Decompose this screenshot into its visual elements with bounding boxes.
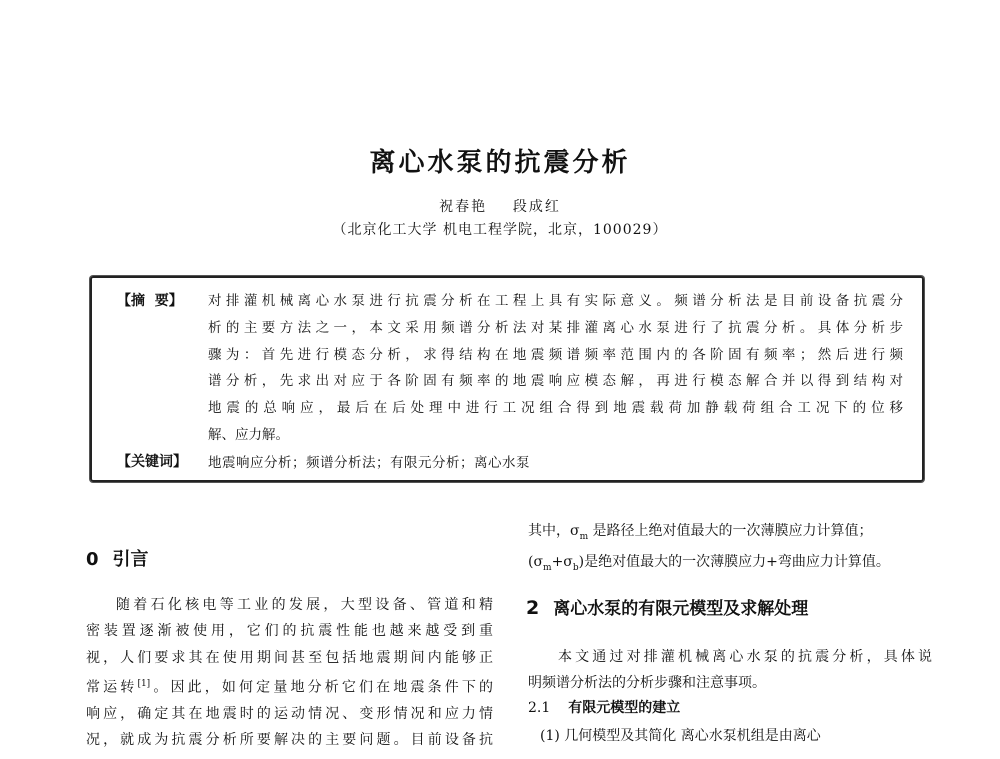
authors: 祝春艳 段成红 <box>439 199 561 215</box>
body-text: 。因此，如何定量地分析它们在地震条件下的 <box>150 679 494 696</box>
body-line: 响应，确定其在地震时的运动情况、变形情况和应力情 <box>86 705 493 722</box>
keywords-label: 【关键词】 <box>117 454 187 470</box>
body-text: +σ <box>551 553 573 570</box>
stress-definitions <box>528 519 932 581</box>
section-2-heading <box>526 594 808 619</box>
abstract-line: 析的主要方法之一，本文采用频谱分析法对某排灌离心水泵进行了抗震分析。具体分析步 <box>208 319 903 336</box>
section-2-body <box>528 644 932 696</box>
body-line: 视，人们要求其在使用期间甚至包括地震期间内能够正 <box>86 649 493 666</box>
section-0-body <box>86 592 493 753</box>
paper-title: 离心水泵的抗震分析 <box>369 148 631 178</box>
subscript: m <box>579 531 589 542</box>
section-number: 2 <box>526 597 540 619</box>
body-line: 随着石化核电等工业的发展，大型设备、管道和精 <box>116 597 493 613</box>
body-line <box>86 671 493 701</box>
abstract-line: 地震的总响应，最后在后处理中进行工况组合得到地震载荷加静载荷组合工况下的位移 <box>208 400 903 417</box>
abstract-label: 【摘 要】 <box>117 293 183 309</box>
affiliation: （北京化工大学 机电工程学院，北京，100029） <box>332 222 668 238</box>
abstract-text <box>208 288 903 449</box>
abstract-line: 解、应力解。 <box>208 426 289 443</box>
body-text: )是绝对值最大的一次薄膜应力+弯曲应力计算值。 <box>578 553 890 570</box>
abstract-line: 骤为：首先进行模态分析，求得结构在地震频谱频率范围内的各阶固有频率；然后进行频 <box>208 346 903 363</box>
keywords-text: 地震响应分析；频谱分析法；有限元分析；离心水泵 <box>208 455 530 471</box>
body-text: 其中，σ <box>528 523 580 539</box>
subscript: m <box>543 562 552 573</box>
body-line: 本文通过对排灌机械离心水泵的抗震分析，具体说 <box>558 649 932 665</box>
subsection-2-1-body <box>528 723 932 749</box>
body-line: 明频谱分析法的分析步骤和注意事项。 <box>528 675 766 691</box>
subsection-2-1-heading <box>528 697 680 717</box>
section-title: 离心水泵的有限元模型及求解处理 <box>553 599 809 619</box>
body-line <box>528 519 932 550</box>
subsection-title: 有限元模型的建立 <box>568 700 681 716</box>
citation-ref: [1] <box>137 678 151 689</box>
body-line <box>528 550 932 581</box>
body-text: 是路径上绝对值最大的一次薄膜应力计算值； <box>588 523 873 539</box>
body-line: 密装置逐渐被使用，它们的抗震性能也越来越受到重 <box>86 623 493 640</box>
section-title: 引言 <box>112 549 149 570</box>
abstract-line: 谱分析，先求出对应于各阶固有频率的地震响应模态解，再进行模态解合并以得到结构对 <box>208 373 903 390</box>
abstract-line: 对排灌机械离心水泵进行抗震分析在工程上具有实际意义。频谱分析法是目前设备抗震分 <box>208 293 903 309</box>
subscript: b <box>572 562 579 573</box>
section-0-heading <box>86 545 149 571</box>
subsection-number: 2.1 <box>528 700 551 716</box>
body-line: 况，就成为抗震分析所要解决的主要问题。目前设备抗 <box>86 732 493 749</box>
body-text: 常运转 <box>86 679 138 696</box>
section-number: 0 <box>86 549 99 570</box>
body-text: (σ <box>528 553 544 570</box>
body-line: (1) 几何模型及其简化 离心水泵机组是由离心 <box>540 728 821 744</box>
